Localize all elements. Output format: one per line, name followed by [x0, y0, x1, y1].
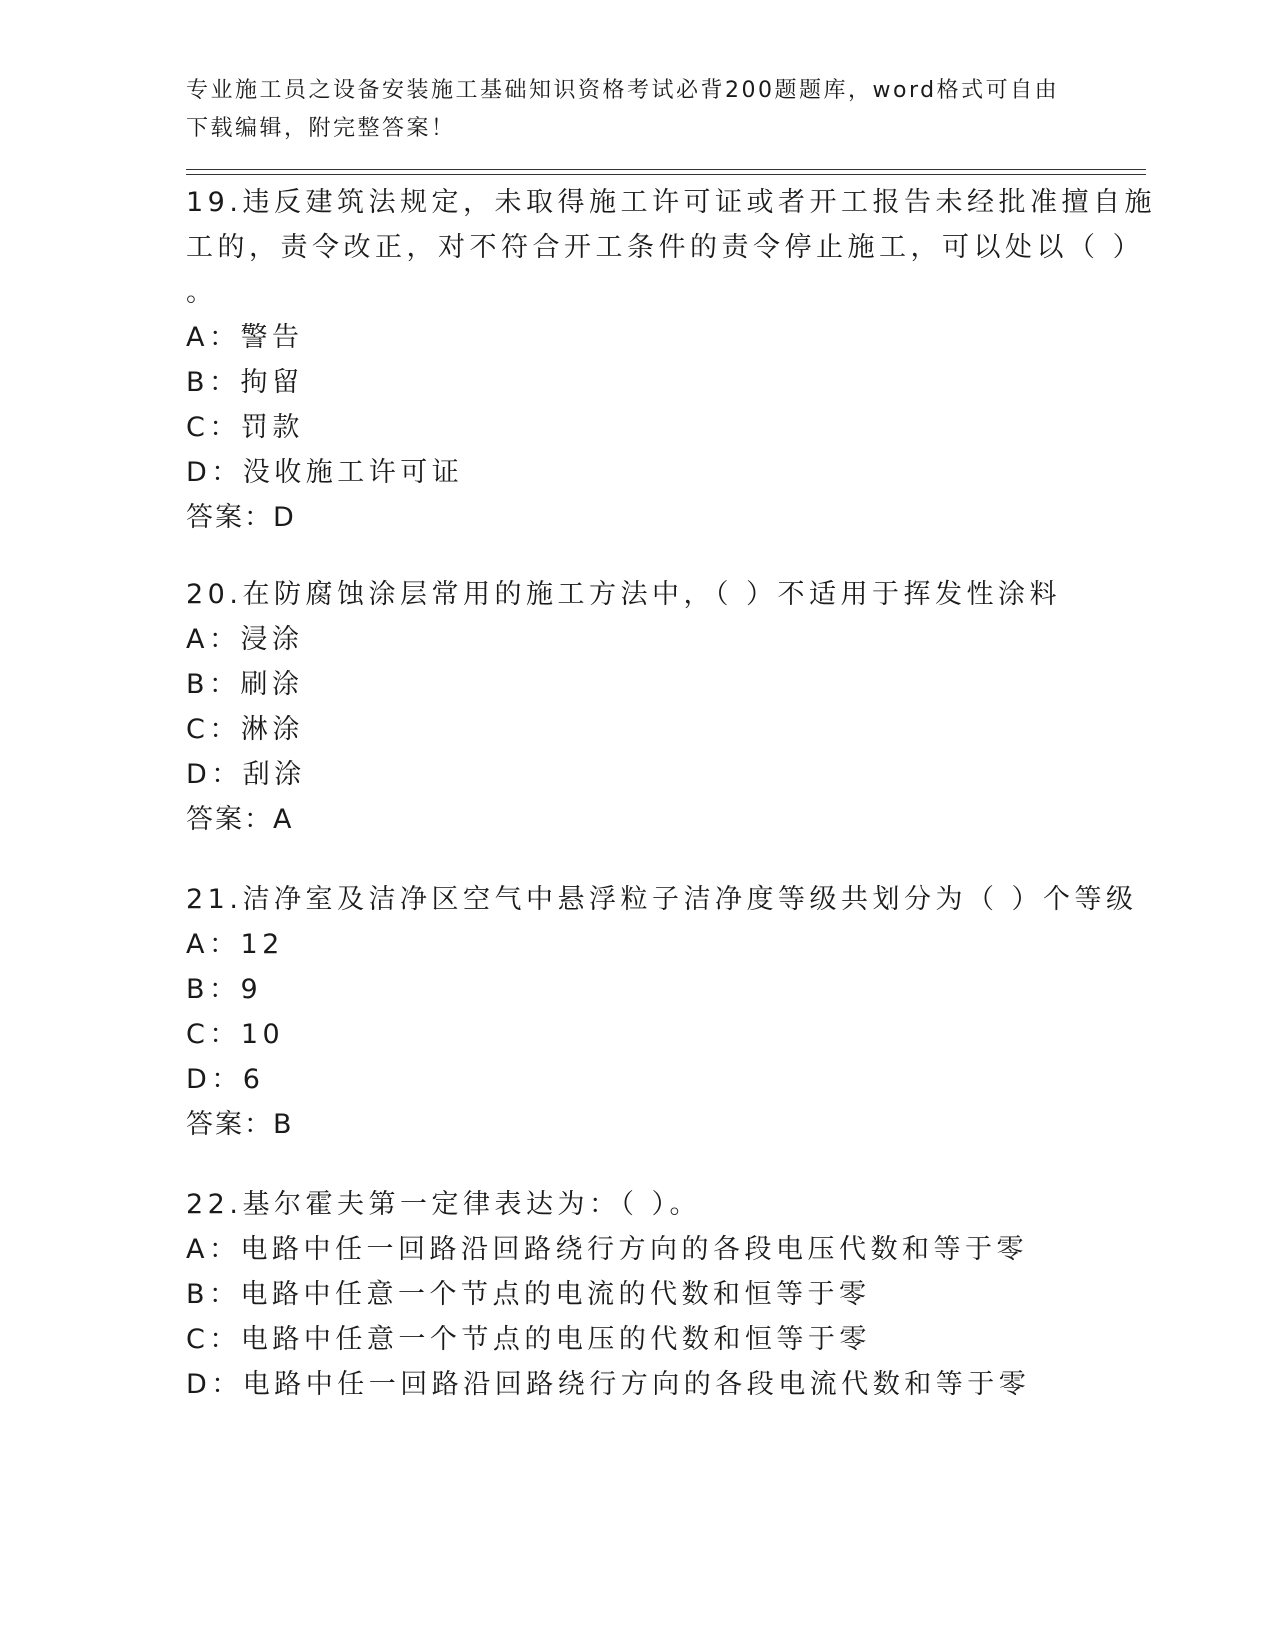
- option-d: D：没收施工许可证: [186, 457, 464, 488]
- option-c: C：罚款: [186, 412, 304, 443]
- option-d: D：电路中任一回路沿回路绕行方向的各段电流代数和等于零: [186, 1369, 1031, 1400]
- header-line-2: 下载编辑，附完整答案！: [186, 116, 456, 141]
- option-b: B：9: [186, 974, 263, 1005]
- question-22: [186, 1182, 1086, 1407]
- option-c: C：电路中任意一个节点的电压的代数和恒等于零: [186, 1324, 871, 1355]
- header-divider-top: [186, 169, 1146, 170]
- option-c: C：淋涂: [186, 714, 304, 745]
- question-stem-line: 19.违反建筑法规定，未取得施工许可证或者开工报告未经批准擅自施: [186, 187, 1156, 218]
- option-b: B：刷涂: [186, 669, 304, 700]
- option-c: C：10: [186, 1019, 285, 1050]
- answer: 答案：B: [186, 1109, 294, 1140]
- option-a: A：警告: [186, 322, 304, 353]
- question-stem-line: 20.在防腐蚀涂层常用的施工方法中，（ ）不适用于挥发性涂料: [186, 579, 1062, 610]
- option-d: D：刮涂: [186, 759, 306, 790]
- question-stem-line: 22.基尔霍夫第一定律表达为：（ ）。: [186, 1189, 702, 1220]
- question-21: [186, 877, 1138, 1147]
- question-20: [186, 572, 1086, 842]
- question-stem-line: 工的，责令改正，对不符合开工条件的责令停止施工，可以处以（ ）: [186, 232, 1145, 263]
- answer: 答案：A: [186, 804, 294, 835]
- option-b: B：电路中任意一个节点的电流的代数和恒等于零: [186, 1279, 871, 1310]
- option-a: A：浸涂: [186, 624, 304, 655]
- question-stem-line: 。: [186, 277, 218, 308]
- option-d: D：6: [186, 1064, 265, 1095]
- option-a: A：12: [186, 929, 284, 960]
- option-a: A：电路中任一回路沿回路绕行方向的各段电压代数和等于零: [186, 1234, 1028, 1265]
- header-divider-bottom: [186, 174, 1146, 175]
- document-header: [186, 72, 1086, 148]
- header-line-1: 专业施工员之设备安装施工基础知识资格考试必背200题题库，word格式可自由: [186, 78, 1060, 103]
- answer: 答案：D: [186, 502, 296, 533]
- option-b: B：拘留: [186, 367, 304, 398]
- question-19: [186, 180, 1156, 540]
- question-stem-line: 21.洁净室及洁净区空气中悬浮粒子洁净度等级共划分为（ ）个等级: [186, 884, 1138, 915]
